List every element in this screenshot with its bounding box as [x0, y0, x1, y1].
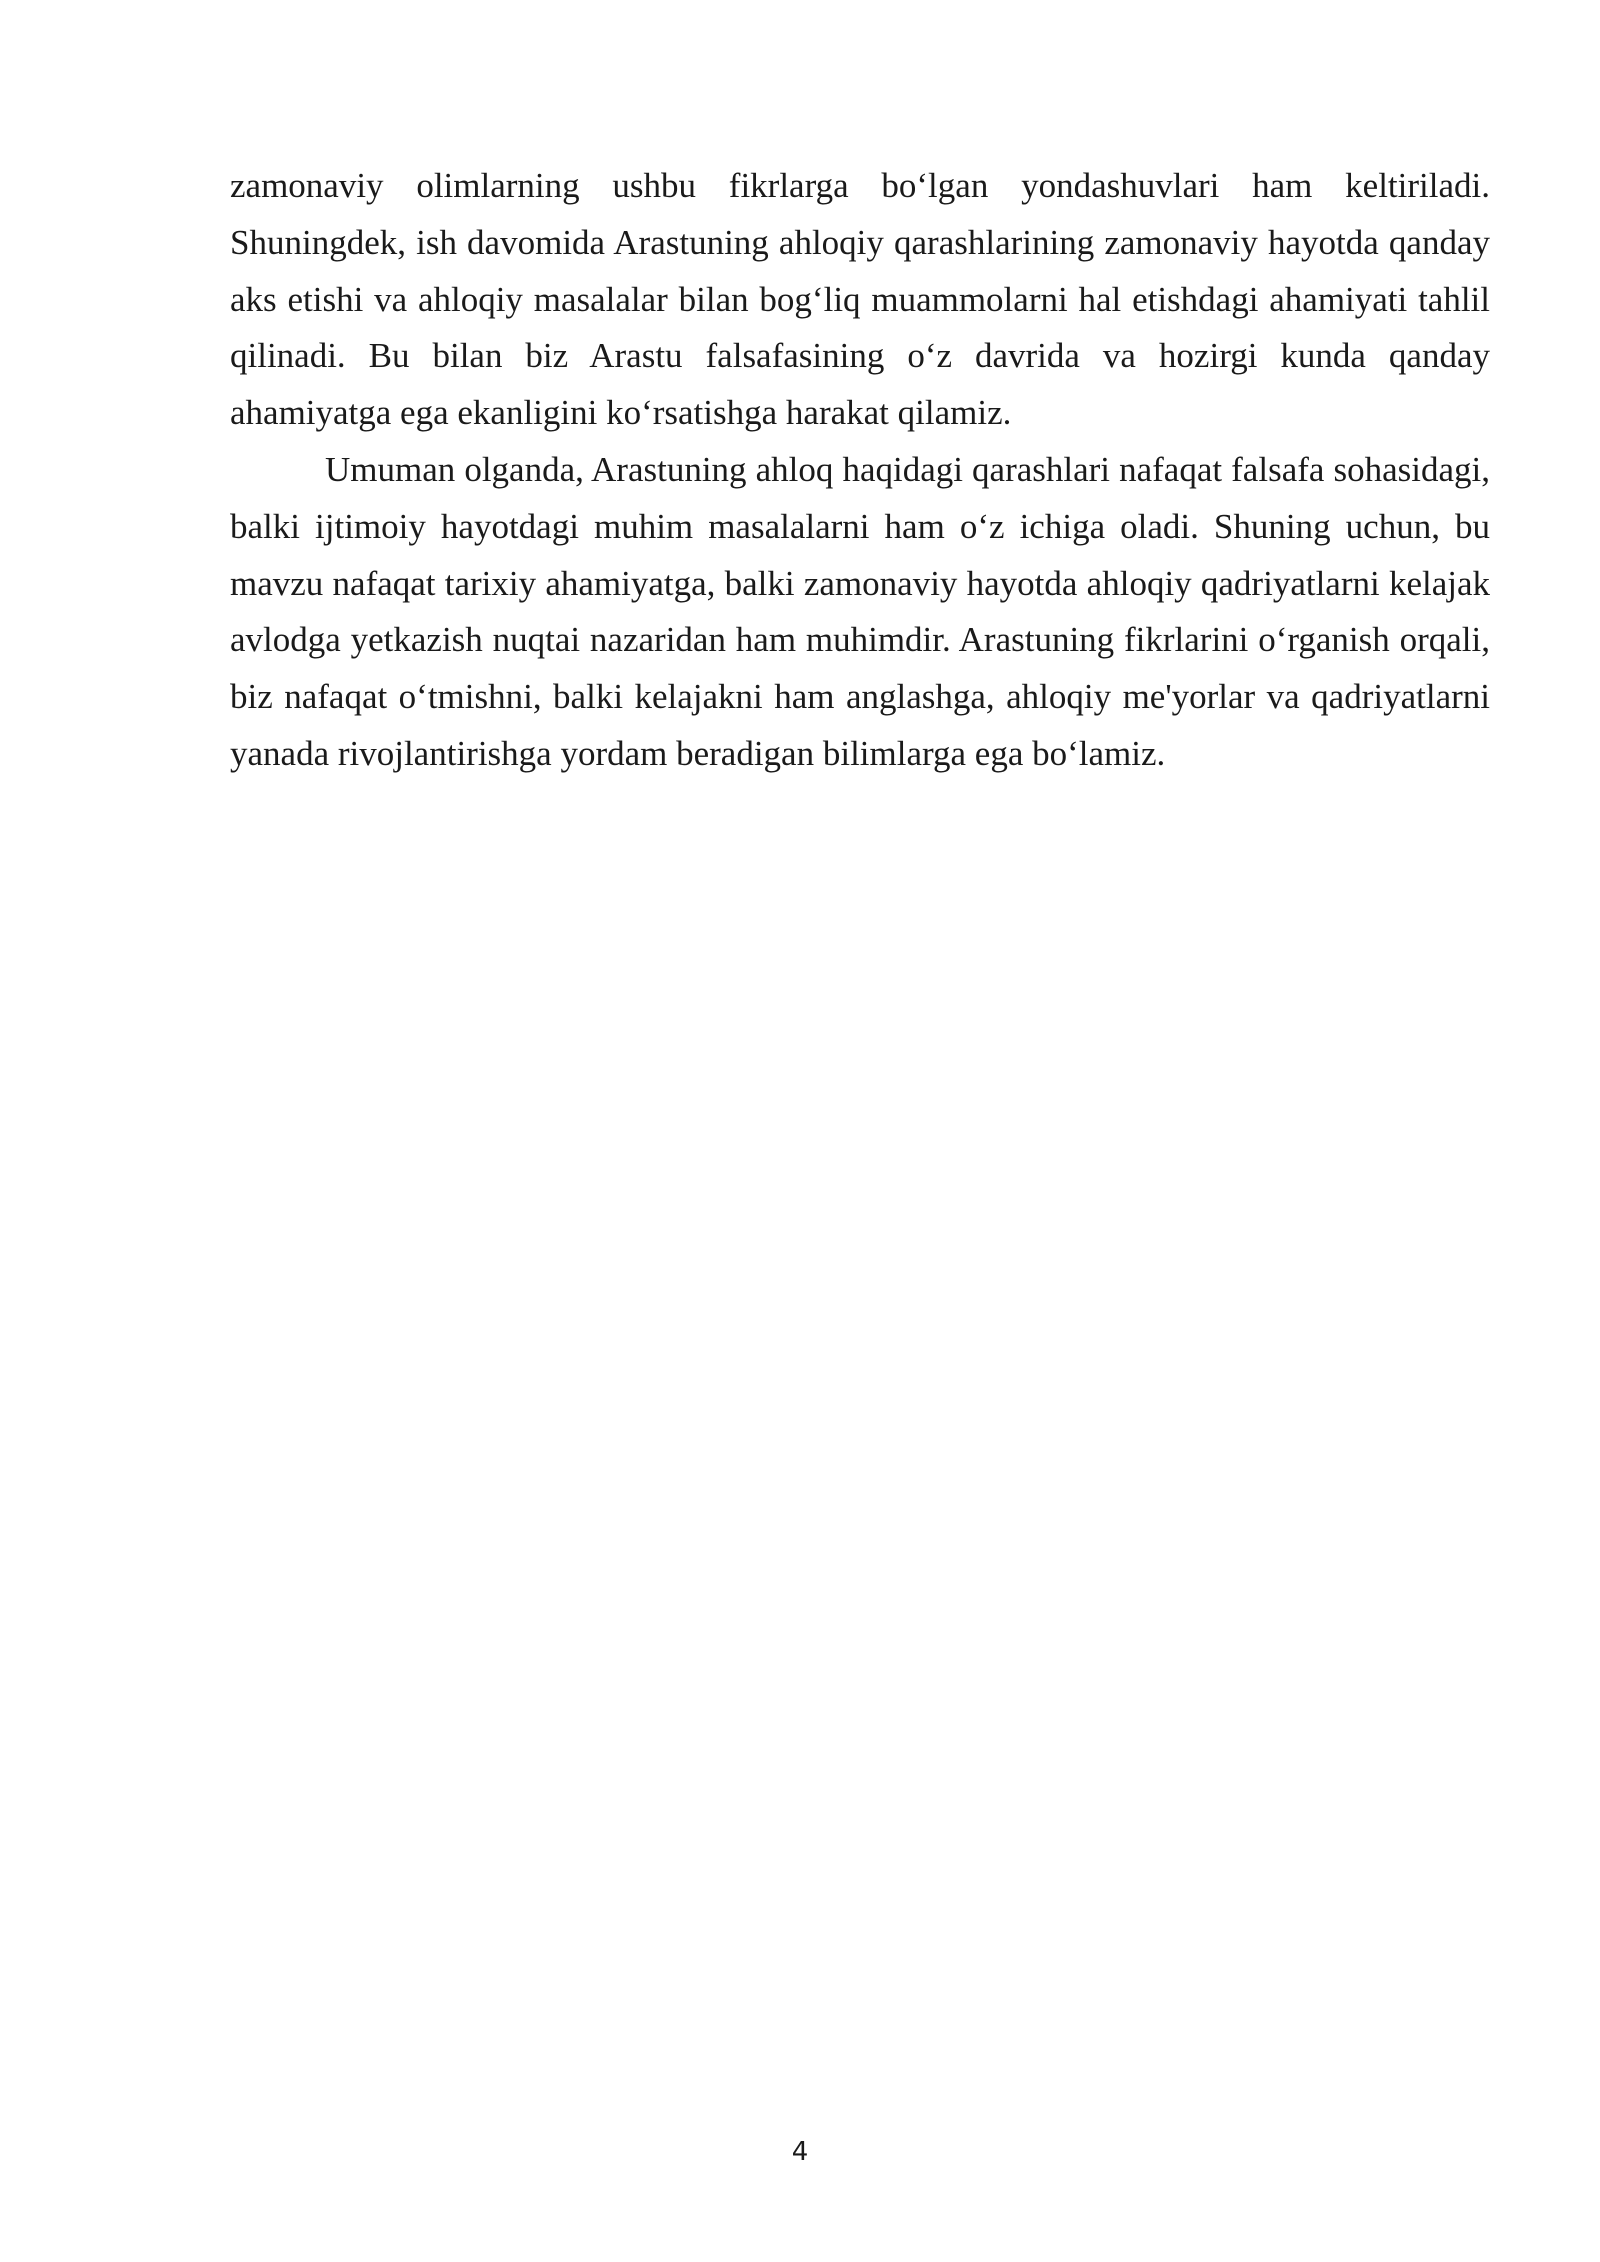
- body-text: [230, 158, 1490, 783]
- paragraph-continuation: zamonaviy olimlarning ushbu fikrlarga bo‘lgan yondashuvlari ham keltiriladi. Shuningdek, ish davomida Arastuning ahloqiy qarashlarining zamonaviy hayotda qanday aks etishi va ahloqiy masalalar bilan bog‘liq muammolarni hal etishdagi ahamiyati tahlil qilinadi. Bu bilan biz Arastu falsafasining o‘z davrida va hozirgi kunda qanday ahamiyatga ega ekanligini ko‘rsatishga harakat qilamiz.: [230, 166, 1490, 433]
- page-number: 4: [791, 2137, 809, 2167]
- paragraph-conclusion: Umuman olganda, Arastuning ahloq haqidagi qarashlari nafaqat falsafa sohasidagi, balki ijtimoiy hayotdagi muhim masalalarni ham o‘z ichiga oladi. Shuning uchun, bu mavzu nafaqat tarixiy ahamiyatga, balki zamonaviy hayotda ahloqiy qadriyatlarni kelajak avlodga yetkazish nuqtai nazaridan ham muhimdir. Arastuning fikrlarini o‘rganish orqali, biz nafaqat o‘tmishni, balki kelajakni ham anglashga, ahloqiy me'yorlar va qadriyatlarni yanada rivojlantirishga yordam beradigan bilimlarga ega bo‘lamiz.: [230, 449, 1490, 773]
